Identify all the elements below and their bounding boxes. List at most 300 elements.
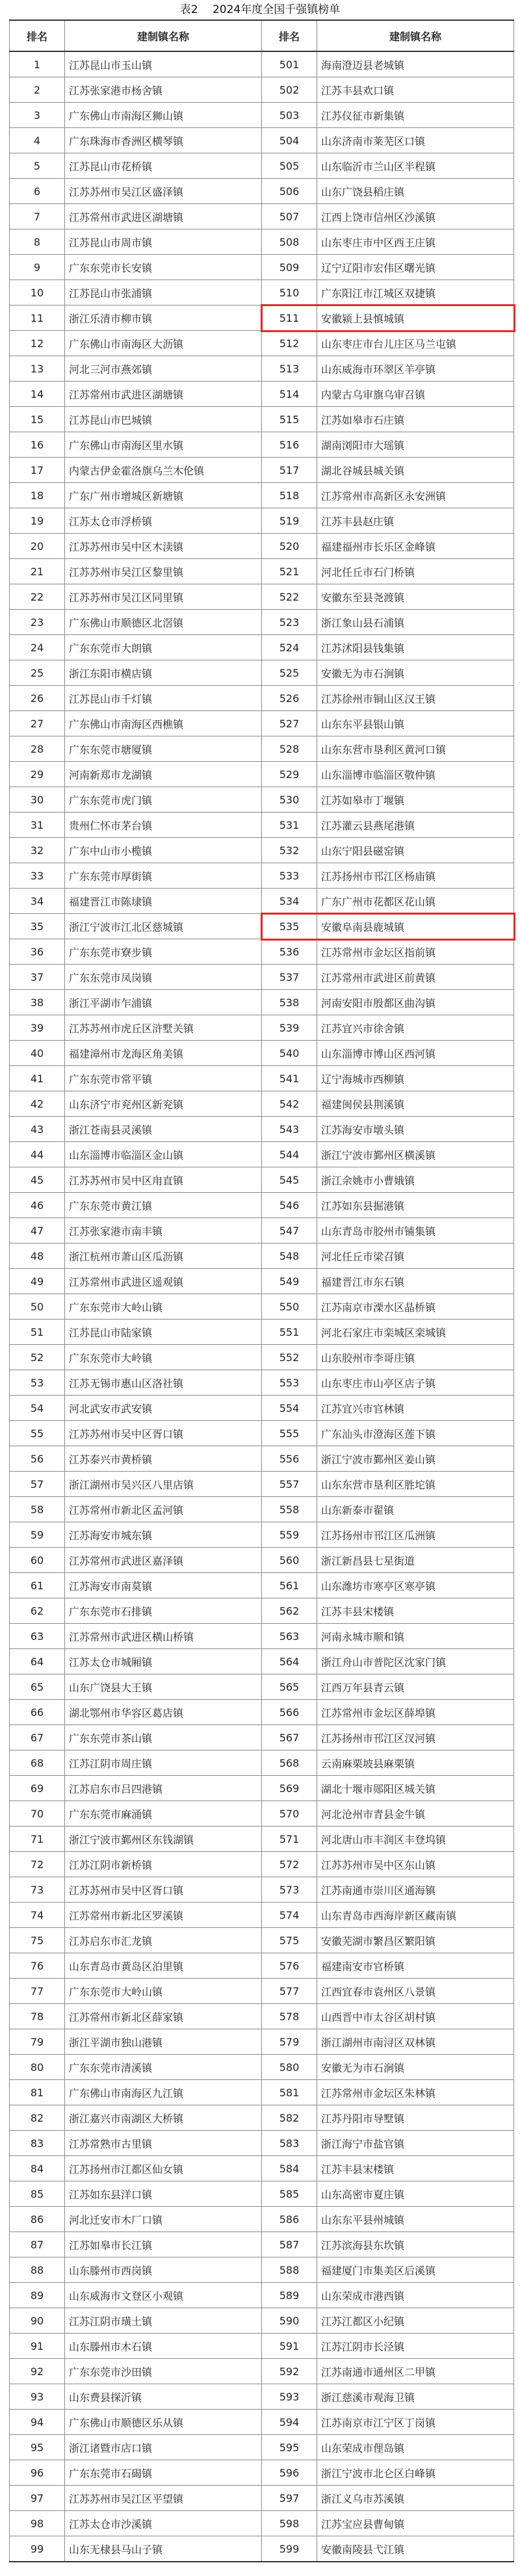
table-row xyxy=(10,179,514,204)
town-name-right-cell: 江苏宜兴市徐舍镇 xyxy=(317,1015,514,1041)
town-name-left-cell: 广东东莞市常平镇 xyxy=(65,1066,262,1091)
table-row xyxy=(10,838,514,863)
rank-left-cell: 65 xyxy=(10,1674,65,1700)
town-name-right-cell: 福建南安市官桥镇 xyxy=(317,1953,514,1979)
town-name-right-cell: 江苏扬州市邗江区汊河镇 xyxy=(317,1725,514,1750)
table-row xyxy=(10,990,514,1015)
rank-right-cell: 596 xyxy=(262,2460,317,2486)
town-name-right-cell: 江西宜春市袁州区八景镇 xyxy=(317,1979,514,2004)
rank-right-cell: 561 xyxy=(262,1573,317,1598)
rank-right-cell: 589 xyxy=(262,2283,317,2308)
table-row xyxy=(10,1598,514,1624)
town-name-right-cell: 江苏常州市金坛区薛埠镇 xyxy=(317,1700,514,1725)
town-name-left-cell: 广东佛山市南海区狮山镇 xyxy=(65,103,262,128)
rank-left-cell: 72 xyxy=(10,1852,65,1877)
rank-right-cell: 521 xyxy=(262,559,317,584)
town-name-right-cell: 山东东平县银山镇 xyxy=(317,711,514,736)
rank-left-cell: 74 xyxy=(10,1903,65,1928)
town-name-right-cell: 山东青岛市西海岸新区藏南镇 xyxy=(317,1903,514,1928)
rank-right-cell: 512 xyxy=(262,331,317,356)
rank-left-cell: 66 xyxy=(10,1700,65,1725)
rank-right-cell: 587 xyxy=(262,2232,317,2257)
header-rank-right: 排名 xyxy=(262,20,317,51)
town-name-left-cell: 广东东莞市塘厦镇 xyxy=(65,736,262,762)
table-row xyxy=(10,2029,514,2055)
town-name-right-cell: 山东济南市莱芜区口镇 xyxy=(317,128,514,153)
rank-right-cell: 506 xyxy=(262,179,317,204)
town-name-right-cell: 山东广饶县稻庄镇 xyxy=(317,179,514,204)
rank-left-cell: 9 xyxy=(10,255,65,280)
town-name-left-cell: 广东东莞市厚街镇 xyxy=(65,863,262,889)
rank-right-cell: 523 xyxy=(262,610,317,635)
rank-right-cell: 524 xyxy=(262,635,317,660)
rank-left-cell: 99 xyxy=(10,2536,65,2562)
town-name-left-cell: 山东威海市文登区小观镇 xyxy=(65,2283,262,2308)
table-row xyxy=(10,1827,514,1852)
table-row xyxy=(10,407,514,432)
rank-right-cell: 567 xyxy=(262,1725,317,1750)
table-row xyxy=(10,153,514,179)
town-name-right-cell: 河北石家庄市栾城区栾城镇 xyxy=(317,1320,514,1345)
town-name-left-cell: 山东费县探沂镇 xyxy=(65,2384,262,2410)
town-name-left-cell: 江苏如皋市长江镇 xyxy=(65,2232,262,2257)
town-name-right-cell: 福建福州市长乐区金峰镇 xyxy=(317,534,514,559)
rank-left-cell: 85 xyxy=(10,2181,65,2207)
table-row xyxy=(10,356,514,382)
town-name-left-cell: 广东东莞市凤岗镇 xyxy=(65,965,262,990)
rank-left-cell: 13 xyxy=(10,356,65,382)
rank-left-cell: 25 xyxy=(10,660,65,686)
town-name-left-cell: 山东无棣县马山子镇 xyxy=(65,2536,262,2562)
table-row xyxy=(10,2511,514,2536)
rank-right-cell: 535 xyxy=(262,914,317,939)
rank-right-cell: 508 xyxy=(262,229,317,255)
town-name-right-cell: 湖北十堰市郧阳区城关镇 xyxy=(317,1776,514,1801)
table-row xyxy=(10,1421,514,1446)
town-name-right-cell: 江苏扬州市邗江区瓜洲镇 xyxy=(317,1522,514,1548)
rank-right-cell: 575 xyxy=(262,1928,317,1953)
rank-left-cell: 3 xyxy=(10,103,65,128)
rank-right-cell: 505 xyxy=(262,153,317,179)
rank-left-cell: 11 xyxy=(10,306,65,331)
town-name-left-cell: 浙江平湖市独山港镇 xyxy=(65,2029,262,2055)
table-body xyxy=(10,51,514,2562)
town-name-left-cell: 江苏太仓市城厢镇 xyxy=(65,1649,262,1674)
town-name-left-cell: 江苏太仓市沙溪镇 xyxy=(65,2511,262,2536)
rank-right-cell: 594 xyxy=(262,2410,317,2435)
rank-right-cell: 513 xyxy=(262,356,317,382)
town-name-right-cell: 辽宁海城市西柳镇 xyxy=(317,1066,514,1091)
town-name-right-cell: 福建闽侯县荆溪镇 xyxy=(317,1091,514,1117)
town-name-left-cell: 江苏苏州市吴中区木渎镇 xyxy=(65,534,262,559)
table-row xyxy=(10,2181,514,2207)
rank-right-cell: 583 xyxy=(262,2131,317,2156)
town-name-right-cell: 江苏灌云县燕尾港镇 xyxy=(317,813,514,838)
town-name-right-cell: 江苏南通市通州区二甲镇 xyxy=(317,2359,514,2384)
rank-left-cell: 14 xyxy=(10,382,65,407)
table-row xyxy=(10,1041,514,1066)
town-name-right-cell: 山西晋中市太谷区胡村镇 xyxy=(317,2004,514,2029)
rank-right-cell: 553 xyxy=(262,1370,317,1396)
town-name-right-cell: 安徽南陵县弋江镇 xyxy=(317,2536,514,2562)
rank-right-cell: 588 xyxy=(262,2257,317,2283)
rank-left-cell: 59 xyxy=(10,1522,65,1548)
rank-right-cell: 562 xyxy=(262,1598,317,1624)
table-row xyxy=(10,2359,514,2384)
town-name-right-cell: 江苏南通市崇川区通海镇 xyxy=(317,1877,514,1903)
rank-left-cell: 34 xyxy=(10,889,65,914)
town-name-left-cell: 山东滕州市西岗镇 xyxy=(65,2257,262,2283)
rank-right-cell: 566 xyxy=(262,1700,317,1725)
table-row xyxy=(10,2435,514,2460)
town-name-left-cell: 江苏昆山市周市镇 xyxy=(65,229,262,255)
town-name-right-cell: 江西万年县青云镇 xyxy=(317,1674,514,1700)
rank-left-cell: 46 xyxy=(10,1193,65,1218)
town-name-right-cell: 山东荣成市俚岛镇 xyxy=(317,2435,514,2460)
table-row xyxy=(10,1877,514,1903)
town-name-right-cell: 江苏徐州市铜山区汉王镇 xyxy=(317,686,514,711)
table-row xyxy=(10,1776,514,1801)
town-name-right-cell: 山东东营市垦利区胜坨镇 xyxy=(317,1472,514,1497)
town-name-left-cell: 江苏扬州市江都区仙女镇 xyxy=(65,2156,262,2181)
rank-right-cell: 595 xyxy=(262,2435,317,2460)
town-name-left-cell: 江苏昆山市千灯镇 xyxy=(65,686,262,711)
town-name-left-cell: 广东佛山市南海区大沥镇 xyxy=(65,331,262,356)
table-row xyxy=(10,331,514,356)
rank-left-cell: 47 xyxy=(10,1218,65,1243)
table-row xyxy=(10,483,514,508)
ranking-table xyxy=(9,20,514,2562)
town-name-left-cell: 河北三河市燕郊镇 xyxy=(65,356,262,382)
town-name-left-cell: 河北武安市武安镇 xyxy=(65,1396,262,1421)
rank-left-cell: 93 xyxy=(10,2384,65,2410)
town-name-right-cell: 山东临沂市兰山区半程镇 xyxy=(317,153,514,179)
table-row xyxy=(10,2536,514,2562)
town-name-left-cell: 浙江苍南县灵溪镇 xyxy=(65,1117,262,1142)
rank-left-cell: 61 xyxy=(10,1573,65,1598)
rank-left-cell: 24 xyxy=(10,635,65,660)
rank-left-cell: 26 xyxy=(10,686,65,711)
town-name-left-cell: 江苏江阴市璜土镇 xyxy=(65,2308,262,2334)
rank-right-cell: 511 xyxy=(262,306,317,331)
town-name-left-cell: 江苏常州市武进区嘉泽镇 xyxy=(65,1548,262,1573)
table-row xyxy=(10,1446,514,1472)
rank-left-cell: 84 xyxy=(10,2156,65,2181)
rank-right-cell: 516 xyxy=(262,432,317,458)
town-name-left-cell: 江苏如东县洋口镇 xyxy=(65,2181,262,2207)
rank-right-cell: 585 xyxy=(262,2181,317,2207)
town-name-right-cell: 山东淄博市临淄区敬仲镇 xyxy=(317,762,514,787)
rank-right-cell: 574 xyxy=(262,1903,317,1928)
rank-left-cell: 33 xyxy=(10,863,65,889)
rank-right-cell: 577 xyxy=(262,1979,317,2004)
town-name-left-cell: 江苏常州市武进区湖塘镇 xyxy=(65,204,262,229)
rank-right-cell: 578 xyxy=(262,2004,317,2029)
rank-left-cell: 39 xyxy=(10,1015,65,1041)
town-name-left-cell: 广东佛山市顺德区北滘镇 xyxy=(65,610,262,635)
town-name-right-cell: 山东枣庄市中区西王庄镇 xyxy=(317,229,514,255)
rank-right-cell: 576 xyxy=(262,1953,317,1979)
table-row xyxy=(10,1674,514,1700)
rank-left-cell: 43 xyxy=(10,1117,65,1142)
town-name-right-cell: 安徽无为市石涧镇 xyxy=(317,2055,514,2080)
town-name-left-cell: 江苏张家港市杨舍镇 xyxy=(65,77,262,103)
rank-left-cell: 38 xyxy=(10,990,65,1015)
header-name-left: 建制镇名称 xyxy=(65,20,262,51)
table-row xyxy=(10,2283,514,2308)
table-row xyxy=(10,2232,514,2257)
town-name-left-cell: 江苏昆山市花桥镇 xyxy=(65,153,262,179)
town-name-left-cell: 福建晋江市陈埭镇 xyxy=(65,889,262,914)
town-name-left-cell: 江苏昆山市张浦镇 xyxy=(65,280,262,306)
town-name-right-cell: 江西上饶市信州区沙溪镇 xyxy=(317,204,514,229)
town-name-left-cell: 江苏常州市新北区薛家镇 xyxy=(65,2004,262,2029)
table-row xyxy=(10,1801,514,1827)
table-row xyxy=(10,1522,514,1548)
table-row xyxy=(10,2207,514,2232)
rank-right-cell: 504 xyxy=(262,128,317,153)
town-name-right-cell: 江苏如皋市石庄镇 xyxy=(317,407,514,432)
rank-left-cell: 41 xyxy=(10,1066,65,1091)
rank-right-cell: 558 xyxy=(262,1497,317,1522)
town-name-right-cell: 山东淄博市博山区西河镇 xyxy=(317,1041,514,1066)
table-row xyxy=(10,1852,514,1877)
rank-left-cell: 60 xyxy=(10,1548,65,1573)
rank-left-cell: 95 xyxy=(10,2435,65,2460)
rank-right-cell: 563 xyxy=(262,1624,317,1649)
rank-right-cell: 526 xyxy=(262,686,317,711)
town-name-right-cell: 山东高密市夏庄镇 xyxy=(317,2181,514,2207)
rank-left-cell: 27 xyxy=(10,711,65,736)
town-name-left-cell: 江苏苏州市虎丘区浒墅关镇 xyxy=(65,1015,262,1041)
town-name-left-cell: 江苏常州市新北区孟河镇 xyxy=(65,1497,262,1522)
town-name-right-cell: 内蒙古乌审旗乌审召镇 xyxy=(317,382,514,407)
town-name-left-cell: 浙江平湖市乍浦镇 xyxy=(65,990,262,1015)
rank-right-cell: 546 xyxy=(262,1193,317,1218)
town-name-left-cell: 浙江湖州市吴兴区八里店镇 xyxy=(65,1472,262,1497)
rank-left-cell: 62 xyxy=(10,1598,65,1624)
town-name-left-cell: 山东淄博市临淄区金山镇 xyxy=(65,1142,262,1167)
table-row xyxy=(10,2055,514,2080)
rank-right-cell: 548 xyxy=(262,1243,317,1269)
town-name-right-cell: 浙江新昌县七星街道 xyxy=(317,1548,514,1573)
rank-left-cell: 12 xyxy=(10,331,65,356)
rank-right-cell: 544 xyxy=(262,1142,317,1167)
table-row xyxy=(10,660,514,686)
table-row xyxy=(10,610,514,635)
table-row xyxy=(10,2257,514,2283)
rank-right-cell: 539 xyxy=(262,1015,317,1041)
rank-left-cell: 23 xyxy=(10,610,65,635)
rank-right-cell: 533 xyxy=(262,863,317,889)
table-row xyxy=(10,1066,514,1091)
table-row xyxy=(10,1396,514,1421)
rank-right-cell: 550 xyxy=(262,1294,317,1320)
rank-right-cell: 598 xyxy=(262,2511,317,2536)
town-name-left-cell: 江苏常州市新北区罗溪镇 xyxy=(65,1903,262,1928)
table-row xyxy=(10,382,514,407)
rank-left-cell: 54 xyxy=(10,1396,65,1421)
rank-right-cell: 527 xyxy=(262,711,317,736)
rank-right-cell: 538 xyxy=(262,990,317,1015)
table-row xyxy=(10,77,514,103)
rank-right-cell: 529 xyxy=(262,762,317,787)
town-name-left-cell: 江苏常州市武进区湖塘镇 xyxy=(65,382,262,407)
table-row xyxy=(10,1750,514,1776)
rank-right-cell: 552 xyxy=(262,1345,317,1370)
table-row xyxy=(10,1725,514,1750)
town-name-right-cell: 江苏仪征市新集镇 xyxy=(317,103,514,128)
town-name-right-cell: 江苏丹阳市导墅镇 xyxy=(317,2105,514,2131)
rank-right-cell: 547 xyxy=(262,1218,317,1243)
rank-left-cell: 1 xyxy=(10,51,65,77)
town-name-left-cell: 广东东莞市大岭镇 xyxy=(65,1345,262,1370)
table-row xyxy=(10,1142,514,1167)
town-name-left-cell: 广东东莞市长安镇 xyxy=(65,255,262,280)
rank-left-cell: 75 xyxy=(10,1928,65,1953)
town-name-left-cell: 山东青岛市黄岛区泊里镇 xyxy=(65,1953,262,1979)
rank-right-cell: 532 xyxy=(262,838,317,863)
rank-left-cell: 32 xyxy=(10,838,65,863)
table-row xyxy=(10,1218,514,1243)
town-name-right-cell: 浙江海宁市盐官镇 xyxy=(317,2131,514,2156)
town-name-right-cell: 安徽无为市石涧镇 xyxy=(317,660,514,686)
rank-right-cell: 514 xyxy=(262,382,317,407)
town-name-left-cell: 江苏启东市汇龙镇 xyxy=(65,1928,262,1953)
table-row xyxy=(10,1953,514,1979)
town-name-right-cell: 江苏江都区小纪镇 xyxy=(317,2308,514,2334)
rank-left-cell: 70 xyxy=(10,1801,65,1827)
rank-left-cell: 31 xyxy=(10,813,65,838)
town-name-right-cell: 河南永城市顺和镇 xyxy=(317,1624,514,1649)
table-row xyxy=(10,2334,514,2359)
rank-right-cell: 584 xyxy=(262,2156,317,2181)
rank-left-cell: 71 xyxy=(10,1827,65,1852)
town-name-right-cell: 浙江舟山市普陀区沈家门镇 xyxy=(317,1649,514,1674)
town-name-left-cell: 广东东莞市清溪镇 xyxy=(65,2055,262,2080)
table-row xyxy=(10,1624,514,1649)
town-name-left-cell: 广东佛山市南海区西樵镇 xyxy=(65,711,262,736)
town-name-right-cell: 河北任丘市石门桥镇 xyxy=(317,559,514,584)
town-name-right-cell: 山东东营市垦利区黄河口镇 xyxy=(317,736,514,762)
town-name-right-cell: 河北任丘市梁召镇 xyxy=(317,1243,514,1269)
rank-left-cell: 16 xyxy=(10,432,65,458)
table-row xyxy=(10,1472,514,1497)
rank-right-cell: 531 xyxy=(262,813,317,838)
table-row xyxy=(10,508,514,534)
town-name-left-cell: 浙江宁波市鄞州区东钱湖镇 xyxy=(65,1827,262,1852)
town-name-left-cell: 江苏昆山市陆家镇 xyxy=(65,1320,262,1345)
town-name-right-cell: 江苏丰县赵庄镇 xyxy=(317,508,514,534)
rank-right-cell: 570 xyxy=(262,1801,317,1827)
rank-left-cell: 20 xyxy=(10,534,65,559)
town-name-left-cell: 广东东莞市沙田镇 xyxy=(65,2359,262,2384)
town-name-left-cell: 江苏苏州市吴中区胥口镇 xyxy=(65,1877,262,1903)
rank-left-cell: 15 xyxy=(10,407,65,432)
town-name-right-cell: 江苏宜兴市官林镇 xyxy=(317,1396,514,1421)
town-name-right-cell: 山东新泰市翟镇 xyxy=(317,1497,514,1522)
rank-left-cell: 77 xyxy=(10,1979,65,2004)
rank-right-cell: 501 xyxy=(262,51,317,77)
rank-left-cell: 35 xyxy=(10,914,65,939)
rank-right-cell: 597 xyxy=(262,2486,317,2511)
header-name-right: 建制镇名称 xyxy=(317,20,514,51)
rank-left-cell: 97 xyxy=(10,2486,65,2511)
table-row xyxy=(10,787,514,813)
rank-right-cell: 543 xyxy=(262,1117,317,1142)
town-name-right-cell: 浙江象山县石浦镇 xyxy=(317,610,514,635)
town-name-left-cell: 广东东莞市寮步镇 xyxy=(65,939,262,965)
table-row xyxy=(10,1979,514,2004)
table-row xyxy=(10,1903,514,1928)
table-row xyxy=(10,2384,514,2410)
rank-left-cell: 89 xyxy=(10,2283,65,2308)
rank-left-cell: 56 xyxy=(10,1446,65,1472)
table-row xyxy=(10,1015,514,1041)
table-row xyxy=(10,1928,514,1953)
town-name-left-cell: 湖北鄂州市华容区葛店镇 xyxy=(65,1700,262,1725)
rank-left-cell: 10 xyxy=(10,280,65,306)
rank-right-cell: 503 xyxy=(262,103,317,128)
town-name-left-cell: 江苏苏州市吴江区盛泽镇 xyxy=(65,179,262,204)
town-name-right-cell: 江苏丰县宋楼镇 xyxy=(317,1598,514,1624)
town-name-right-cell: 海南澄迈县老城镇 xyxy=(317,51,514,77)
town-name-left-cell: 浙江嘉兴市南湖区大桥镇 xyxy=(65,2105,262,2131)
table-row xyxy=(10,1193,514,1218)
town-name-left-cell: 广东佛山市南海区九江镇 xyxy=(65,2080,262,2105)
rank-left-cell: 30 xyxy=(10,787,65,813)
town-name-left-cell: 广东佛山市南海区里水镇 xyxy=(65,432,262,458)
rank-left-cell: 49 xyxy=(10,1269,65,1294)
table-row xyxy=(10,939,514,965)
table-row xyxy=(10,128,514,153)
town-name-left-cell: 山东济宁市兖州区新兖镇 xyxy=(65,1091,262,1117)
table-row xyxy=(10,762,514,787)
town-name-right-cell: 山东威海市环翠区羊亭镇 xyxy=(317,356,514,382)
town-name-right-cell: 广东汕头市澄海区莲下镇 xyxy=(317,1421,514,1446)
town-name-right-cell: 浙江义乌市苏溪镇 xyxy=(317,2486,514,2511)
town-name-right-cell: 江苏宝应县曹甸镇 xyxy=(317,2511,514,2536)
town-name-right-cell: 安徽东至县尧渡镇 xyxy=(317,584,514,610)
rank-left-cell: 91 xyxy=(10,2334,65,2359)
town-name-left-cell: 江苏海安市城东镇 xyxy=(65,1522,262,1548)
rank-left-cell: 5 xyxy=(10,153,65,179)
header-rank-left: 排名 xyxy=(10,20,65,51)
table-row xyxy=(10,584,514,610)
table-row xyxy=(10,635,514,660)
town-name-left-cell: 广东东莞市大岭山镇 xyxy=(65,1294,262,1320)
table-row xyxy=(10,2105,514,2131)
town-name-left-cell: 江苏启东市吕四港镇 xyxy=(65,1776,262,1801)
town-name-right-cell: 河南安阳市殷都区曲沟镇 xyxy=(317,990,514,1015)
town-name-left-cell: 江苏苏州市吴中区甪直镇 xyxy=(65,1167,262,1193)
rank-left-cell: 17 xyxy=(10,458,65,483)
rank-right-cell: 599 xyxy=(262,2536,317,2562)
town-name-left-cell: 江苏苏州市吴江区平望镇 xyxy=(65,2486,262,2511)
rank-right-cell: 517 xyxy=(262,458,317,483)
rank-right-cell: 559 xyxy=(262,1522,317,1548)
rank-right-cell: 551 xyxy=(262,1320,317,1345)
town-name-left-cell: 江苏太仓市浮桥镇 xyxy=(65,508,262,534)
town-name-left-cell: 江苏苏州市吴中区胥口镇 xyxy=(65,1421,262,1446)
town-name-left-cell: 江苏泰兴市黄桥镇 xyxy=(65,1446,262,1472)
rank-right-cell: 507 xyxy=(262,204,317,229)
town-name-left-cell: 广东中山市小榄镇 xyxy=(65,838,262,863)
town-name-right-cell: 山东宁阳县磁窑镇 xyxy=(317,838,514,863)
table-row xyxy=(10,863,514,889)
rank-left-cell: 44 xyxy=(10,1142,65,1167)
town-name-right-cell: 山东荣成市港西镇 xyxy=(317,2283,514,2308)
